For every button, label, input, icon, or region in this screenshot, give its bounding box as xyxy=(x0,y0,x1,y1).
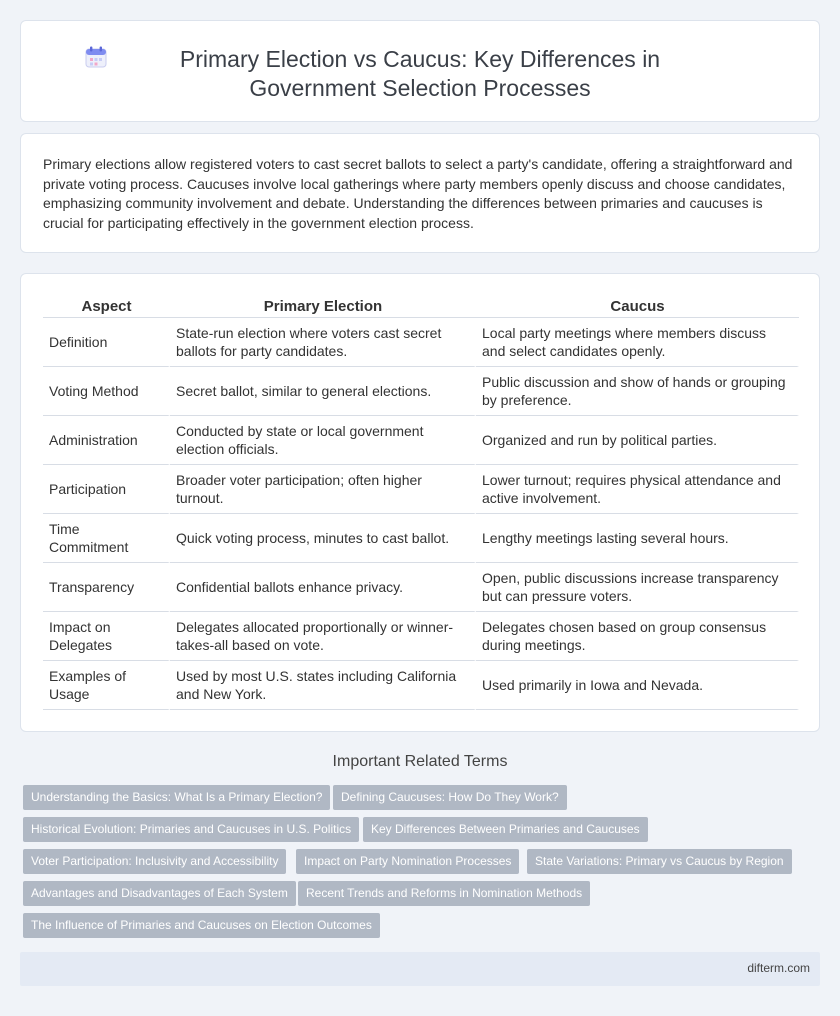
primary-cell: Secret ballot, similar to general elections. xyxy=(170,367,476,416)
table-row xyxy=(43,514,799,563)
table-row xyxy=(43,612,799,661)
column-header: Caucus xyxy=(476,296,799,318)
aspect-cell: Time Commitment xyxy=(43,514,170,563)
caucus-cell: Public discussion and show of hands or grouping by preference. xyxy=(476,367,799,416)
related-term-link[interactable]: Voter Participation: Inclusivity and Accessibility xyxy=(23,849,286,874)
related-terms-heading: Important Related Terms xyxy=(332,753,508,770)
caucus-cell: Used primarily in Iowa and Nevada. xyxy=(476,661,799,710)
primary-cell: State-run election where voters cast secret ballots for party candidates. xyxy=(170,318,476,367)
primary-cell: Used by most U.S. states including California and New York. xyxy=(170,661,476,710)
related-term-link[interactable]: State Variations: Primary vs Caucus by Region xyxy=(527,849,792,874)
table-row xyxy=(43,563,799,612)
related-term-link[interactable]: Advantages and Disadvantages of Each System xyxy=(23,881,296,906)
primary-cell: Confidential ballots enhance privacy. xyxy=(170,563,476,612)
aspect-cell: Transparency xyxy=(43,563,170,612)
caucus-cell: Local party meetings where members discuss and select candidates openly. xyxy=(476,318,799,367)
table-row xyxy=(43,318,799,367)
column-header: Primary Election xyxy=(170,296,476,318)
table-row xyxy=(43,416,799,465)
primary-cell: Broader voter participation; often higher turnout. xyxy=(170,465,476,514)
aspect-cell: Participation xyxy=(43,465,170,514)
caucus-cell: Delegates chosen based on group consensus during meetings. xyxy=(476,612,799,661)
caucus-cell: Organized and run by political parties. xyxy=(476,416,799,465)
related-term-link[interactable]: Defining Caucuses: How Do They Work? xyxy=(333,785,567,810)
caucus-cell: Open, public discussions increase transparency but can pressure voters. xyxy=(476,563,799,612)
table-row xyxy=(43,367,799,416)
footer-site-link[interactable]: difterm.com xyxy=(747,961,810,975)
page-title: Primary Election vs Caucus: Key Differences in Government Selection Processes xyxy=(179,46,661,101)
caucus-cell: Lower turnout; requires physical attendance and active involvement. xyxy=(476,465,799,514)
related-term-link[interactable]: Historical Evolution: Primaries and Caucuses in U.S. Politics xyxy=(23,817,359,842)
related-term-link[interactable]: Understanding the Basics: What Is a Primary Election? xyxy=(23,785,330,810)
comparison-table-card xyxy=(20,273,820,732)
column-header: Aspect xyxy=(43,296,170,318)
related-term-link[interactable]: Key Differences Between Primaries and Caucuses xyxy=(363,817,648,842)
table-header-row xyxy=(43,296,799,318)
intro-card xyxy=(20,133,820,253)
related-term-link[interactable]: Recent Trends and Reforms in Nomination Methods xyxy=(298,881,590,906)
primary-cell: Conducted by state or local government election officials. xyxy=(170,416,476,465)
related-term-link[interactable]: Impact on Party Nomination Processes xyxy=(296,849,519,874)
related-term-link[interactable]: The Influence of Primaries and Caucuses on Election Outcomes xyxy=(23,913,380,938)
caucus-cell: Lengthy meetings lasting several hours. xyxy=(476,514,799,563)
aspect-cell: Examples of Usage xyxy=(43,661,170,710)
aspect-cell: Voting Method xyxy=(43,367,170,416)
aspect-cell: Impact on Delegates xyxy=(43,612,170,661)
intro-paragraph: Primary elections allow registered voters to cast secret ballots to select a party's candidate, offering a straightforward and private voting process. Caucuses involve local gatherings where party members openly discuss and choose candidates, emphasizing community involvement and debate. Understanding the differences between primaries and caucuses is crucial for participating effectively in the government election process. xyxy=(43,156,793,231)
aspect-cell: Administration xyxy=(43,416,170,465)
comparison-table xyxy=(43,296,799,710)
footer xyxy=(20,952,820,986)
primary-cell: Delegates allocated proportionally or winner-takes-all based on vote. xyxy=(170,612,476,661)
header-card xyxy=(20,20,820,122)
aspect-cell: Definition xyxy=(43,318,170,367)
table-row xyxy=(43,661,799,710)
table-row xyxy=(43,465,799,514)
primary-cell: Quick voting process, minutes to cast ballot. xyxy=(170,514,476,563)
